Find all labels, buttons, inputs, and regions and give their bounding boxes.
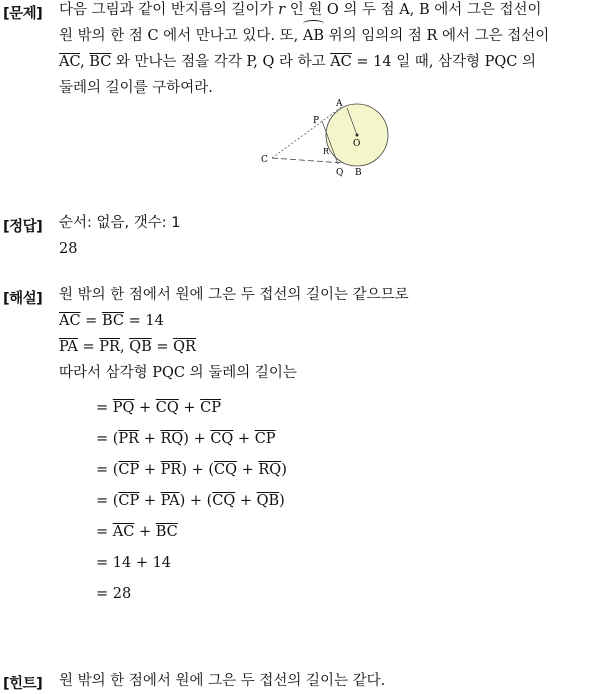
segment-qb: $\overline{QB}$ bbox=[256, 493, 280, 509]
segment-pq: $\overline{PQ}$ bbox=[112, 400, 135, 416]
problem-tag: [문제] bbox=[3, 6, 43, 22]
label-p: P bbox=[313, 116, 320, 126]
problem-text-1b: 인 원 O 의 두 점 A, B 에서 그은 접선이 bbox=[289, 2, 542, 18]
problem-text-3c: = 14 일 때, 삼각형 PQC 의 bbox=[356, 54, 537, 70]
segment-pa: $\overline{PA}$ bbox=[59, 339, 78, 355]
label-c: C bbox=[261, 155, 268, 165]
segment-cq: $\overline{CQ}$ bbox=[212, 493, 236, 509]
segment-cq: $\overline{CQ}$ bbox=[214, 462, 238, 478]
segment-pr: $\overline{PR}$ bbox=[99, 339, 120, 355]
radius-symbol: r bbox=[278, 2, 286, 18]
solution-eq-1: $\overline{AC} = \overline{BC} = 14$ bbox=[59, 313, 164, 329]
perimeter-step-3: = $(\overline{CP} + \overline{PR}) + (\overline{CQ} + \overline{RQ})$ bbox=[96, 462, 287, 478]
perimeter-step-6: = 14 + 14 bbox=[96, 555, 172, 571]
segment-ac: $\overline{AC}$ bbox=[59, 313, 81, 329]
segment-bc: $\overline{BC}$ bbox=[155, 524, 178, 540]
hint-text: 원 밖의 한 점에서 원에 그은 두 접선의 길이는 같다. bbox=[59, 673, 386, 689]
solution-closing: 따라서 삼각형 PQC 의 둘레의 길이는 bbox=[59, 365, 297, 381]
perimeter-step-7: = 28 bbox=[96, 586, 132, 602]
label-o: O bbox=[353, 139, 361, 149]
problem-text-2a: 원 밖의 한 점 C 에서 만나고 있다. 또, bbox=[59, 28, 299, 44]
segment-cp: $\overline{CP}$ bbox=[118, 462, 140, 478]
perimeter-step-2: = $(\overline{PR} + \overline{RQ}) + \overline{CQ} + \overline{CP}$ bbox=[96, 431, 276, 447]
perimeter-step-4: = $(\overline{CP} + \overline{PA}) + (\overline{CQ} + \overline{QB})$ bbox=[96, 493, 285, 509]
segment-bc: $\overline{BC}$ bbox=[89, 54, 112, 70]
segment-rq: $\overline{RQ}$ bbox=[258, 462, 282, 478]
segment-cq: $\overline{CQ}$ bbox=[155, 400, 179, 416]
solution-intro: 원 밖의 한 점에서 원에 그은 두 접선의 길이는 같으므로 bbox=[59, 287, 409, 303]
segment-qb: $\overline{QB}$ bbox=[129, 339, 152, 355]
tangent-line-cb bbox=[272, 158, 343, 163]
arc-ab: AB bbox=[303, 23, 324, 49]
problem-text-2b: 위의 임의의 점 R 에서 그은 접선이 bbox=[328, 28, 550, 44]
segment-ac: $\overline{AC}$ bbox=[59, 54, 81, 70]
segment-cp: $\overline{CP}$ bbox=[118, 493, 140, 509]
problem-text-3b: 와 만나는 점을 각각 P, Q 라 하고 bbox=[115, 54, 326, 70]
segment-cp: $\overline{CP}$ bbox=[200, 400, 222, 416]
segment-bc: $\overline{BC}$ bbox=[101, 313, 124, 329]
segment-pr: $\overline{PR}$ bbox=[160, 462, 182, 478]
label-b: B bbox=[355, 168, 362, 178]
segment-ac: $\overline{AC}$ bbox=[330, 54, 352, 70]
separator: , bbox=[80, 54, 85, 70]
label-a: A bbox=[336, 99, 343, 109]
separator: , bbox=[119, 339, 125, 355]
label-r: R bbox=[323, 147, 330, 156]
segment-rq: $\overline{RQ}$ bbox=[160, 431, 184, 447]
problem-text-1a: 다음 그림과 같이 반지름의 길이가 bbox=[59, 2, 274, 18]
value-14: = 14 bbox=[128, 313, 164, 329]
segment-pr: $\overline{PR}$ bbox=[118, 431, 140, 447]
answer-meta: 순서: 없음, 갯수: 1 bbox=[59, 215, 181, 231]
perimeter-step-5: = $\overline{AC} + \overline{BC}$ bbox=[96, 524, 178, 540]
solution-tag: [해설] bbox=[3, 291, 43, 307]
center-point bbox=[356, 134, 359, 137]
problem-line-4: 둘레의 길이를 구하여라. bbox=[59, 80, 213, 96]
hint-tag: [힌트] bbox=[3, 676, 43, 692]
segment-qr: $\overline{QR}$ bbox=[173, 339, 196, 355]
perimeter-step-1: = $\overline{PQ} + \overline{CQ} + \overline{CP}$ bbox=[96, 400, 222, 416]
solution-eq-2: $\overline{PA} = \overline{PR}$, $\overline{QB} = \overline{QR}$ bbox=[59, 339, 196, 355]
label-q: Q bbox=[336, 168, 344, 178]
answer-value: 28 bbox=[59, 241, 78, 257]
segment-ac: $\overline{AC}$ bbox=[112, 524, 135, 540]
segment-cq: $\overline{CQ}$ bbox=[210, 431, 234, 447]
answer-tag: [정답] bbox=[3, 219, 43, 235]
segment-cp: $\overline{CP}$ bbox=[254, 431, 276, 447]
segment-pa: $\overline{PA}$ bbox=[160, 493, 180, 509]
